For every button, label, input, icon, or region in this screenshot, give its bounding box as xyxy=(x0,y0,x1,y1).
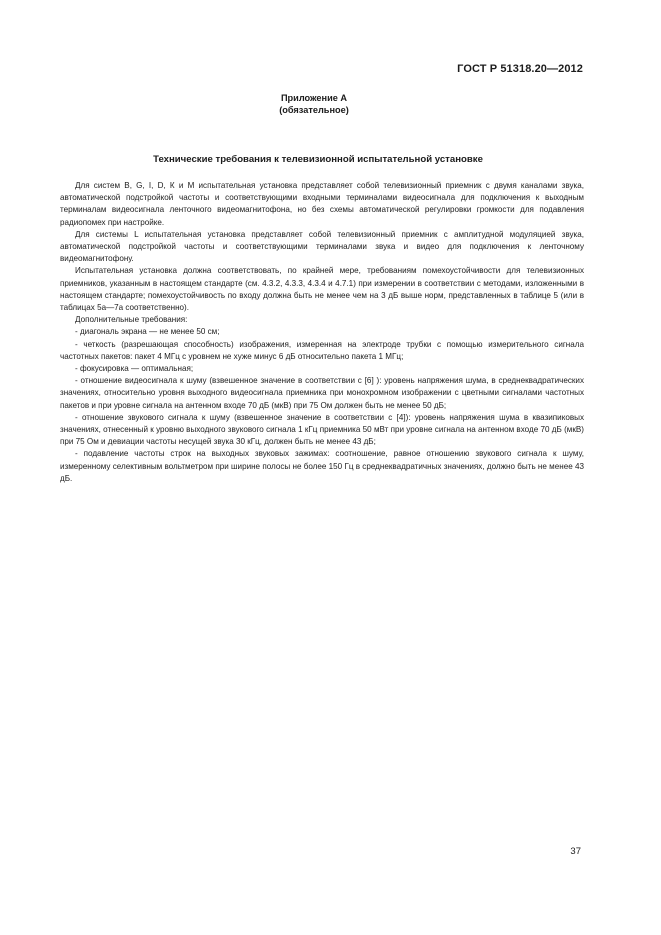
requirement-resolution: - четкость (разрешающая способность) изображения, измеренная на электроде трубки с помощью измерительного сигнала частотных пакетов: пакет 4 МГц с уровнем не хуже минус 6 дБ относительно пакета 1 МГц; xyxy=(60,339,584,361)
annex-type: (обязательное) xyxy=(279,105,349,115)
paragraph-systems-bgidkm: Для систем В, G, I, D, К и М испытательная установка представляет собой телевизионный приемник с двумя каналами звука, автоматической подстройкой частоты и соответствующими входными терминалами видеосигнала для подключения к выходным терминалам видеосигнала ленточного видеомагнитофона, но без схемы автоматической регулировки громкости для подавления радиопомех при настройке. xyxy=(60,181,584,227)
page-number: 37 xyxy=(570,846,581,857)
requirement-audio-snr: - отношение звукового сигнала к шуму (взвешенное значение в соответствии с [4]): уровень напряжения шума в квазипиковых значениях, отнесенный к уровню выходного звукового сигнала 1 кГц приемника 50 мВт при уровне сигнала на антенном входе 70 дБ (мкВ) при 75 Ом и девиации частоты несущей звука 30 кГц, должен быть не менее 43 дБ; xyxy=(60,412,584,447)
paragraph-system-l: Для системы L испытательная установка представляет собой телевизионный приемник с амплитудной модуляцией звука, автоматической подстройкой частоты и соответствующими терминалами звука и видео для подключения к ленточному видеомагнитофону. xyxy=(60,229,584,264)
requirement-focus: - фокусировка — оптимальная; xyxy=(75,364,194,374)
document-header: ГОСТ Р 51318.20—2012 xyxy=(457,63,583,75)
requirement-video-snr: - отношение видеосигнала к шуму (взвешенное значение в соответствии с [6] ): уровень напряжения шума, в среднеквадратических значениях, относительно уровня выходного видеосигнала приемника при монохромном изображении с цветными сигналами частотных пакетов и при уровне сигнала на антенном входе 70 дБ (мкВ) при 75 Ом должен быть не менее 50 дБ; xyxy=(60,376,584,410)
document-body xyxy=(60,180,584,485)
paragraph-immunity: Испытательная установка должна соответствовать, по крайней мере, требованиям помехоустойчивости для телевизионных приемников, указанным в настоящем стандарте (см. 4.3.2, 4.3.3, 4.3.4 и 4.7.1) при измерении в соответствии с методами, изложенными в настоящем стандарте; помехоустойчивость по входу должна быть не менее чем на 3 дБ выше норм, представленных в таблице 5 (или в таблицах 5а—7а соответственно). xyxy=(60,266,584,313)
requirement-line-frequency-suppression: - подавление частоты строк на выходных звуковых зажимах: соотношение, равное отношению звукового сигнала к шуму, измеренному селективным вольтметром при ширине полосы не более 150 Гц в среднеквадратичных значениях, должно быть не менее 43 дБ. xyxy=(60,449,584,483)
section-title: Технические требования к телевизионной испытательной установке xyxy=(153,154,483,165)
annex-title: Приложение А xyxy=(280,93,348,103)
annex-heading xyxy=(0,92,628,116)
paragraph-additional-requirements: Дополнительные требования: xyxy=(75,315,188,325)
requirement-screen-diagonal: - диагональ экрана — не менее 50 см; xyxy=(75,327,220,337)
